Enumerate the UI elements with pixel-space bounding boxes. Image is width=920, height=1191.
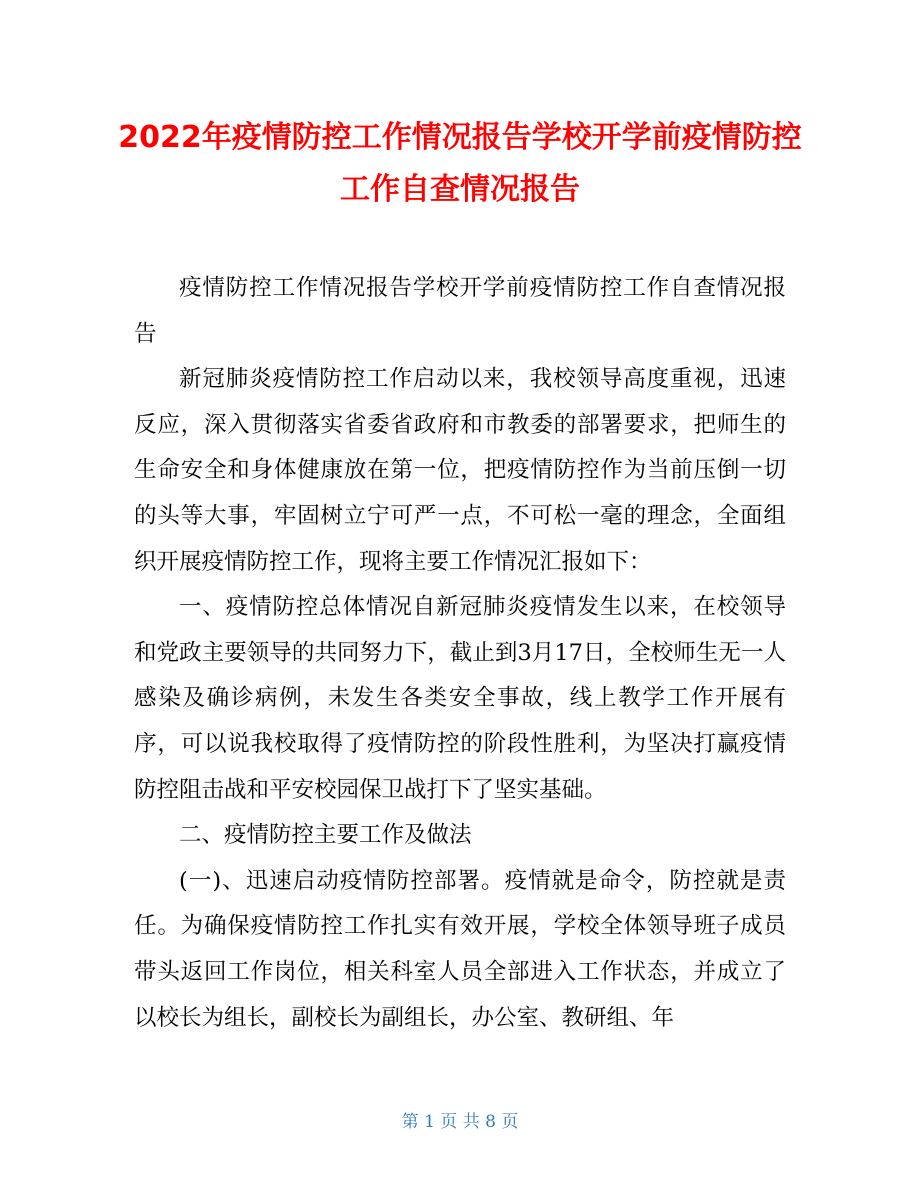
page-number-footer: 第 1 页 共 8 页 bbox=[401, 1112, 519, 1132]
paragraph: 疫情防控工作情况报告学校开学前疫情防控工作自查情况报告 bbox=[134, 275, 786, 347]
paragraph: 新冠肺炎疫情防控工作启动以来，我校领导高度重视，迅速反应，深入贯彻落实省委省政府和市教委的部署要求，把师生的生命安全和身体健康放在第一位，把疫情防控作为当前压倒一切的头等大事，牢固树立宁可严一点，不可松一毫的理念，全面组织开展疫情防控工作，现将主要工作情况汇报如下： bbox=[134, 366, 786, 575]
document-title: 2022年疫情防控工作情况报告学校开学前疫情防控工作自查情况报告 bbox=[118, 120, 802, 207]
paragraph: 一、疫情防控总体情况自新冠肺炎疫情发生以来，在校领导和党政主要领导的共同努力下，截止到3月17日，全校师生无一人感染及确诊病例，未发生各类安全事故，线上教学工作开展有序，可以说我校取得了疫情防控的阶段性胜利，为坚决打赢疫情防控阻击战和平安校园保卫战打下了坚实基础。 bbox=[134, 594, 786, 803]
document-body bbox=[134, 266, 786, 1041]
paragraph: 二、疫情防控主要工作及做法 bbox=[179, 822, 472, 849]
paragraph: (一)、迅速启动疫情防控部署。疫情就是命令，防控就是责任。为确保疫情防控工作扎实有效开展，学校全体领导班子成员带头返回工作岗位，相关科室人员全部进入工作状态，并成立了以校长为组长，副校长为副组长，办公室、教研组、年 bbox=[134, 867, 786, 1031]
